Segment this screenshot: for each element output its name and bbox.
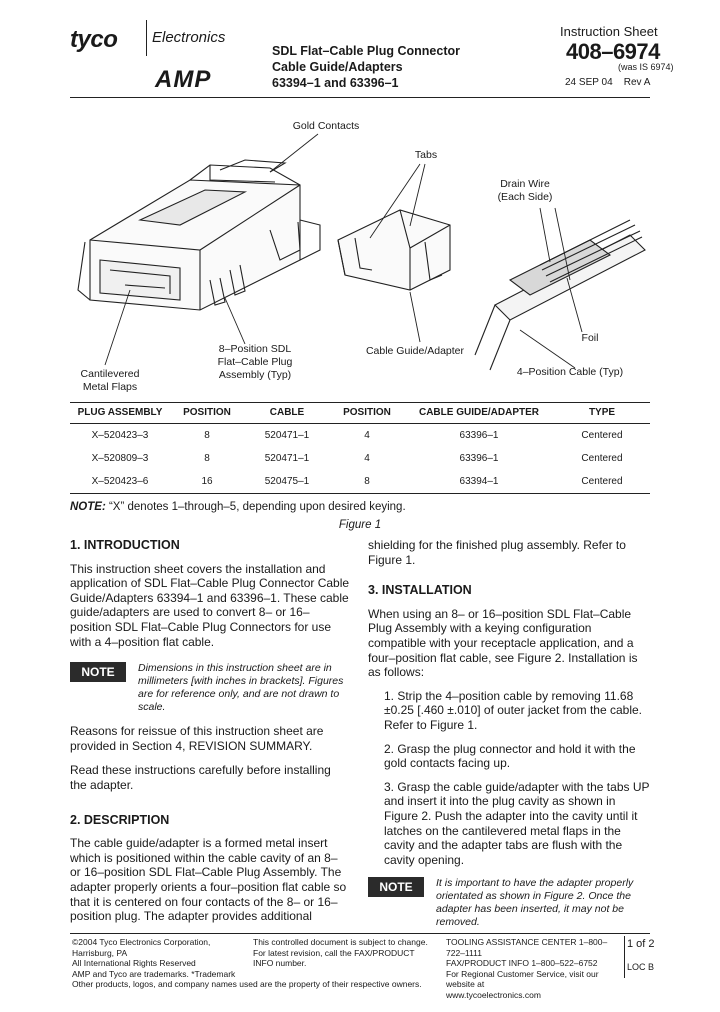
title-line-3: 63394–1 and 63396–1: [272, 76, 399, 90]
cantilevered-line-2: Metal Flaps: [82, 381, 138, 393]
note-block-2: [368, 877, 650, 929]
callout-cantilevered-flaps: [70, 368, 150, 394]
note-badge: NOTE: [368, 877, 424, 897]
cable-guide-adapter-icon: [338, 210, 450, 290]
footer-line: ©2004 Tyco Electronics Corporation, Harrisburg, PA: [72, 937, 211, 958]
step-1: [368, 689, 650, 733]
description-paragraph: The cable guide/adapter is a formed metal insert which is positioned within the cable cavity of an 8– or 16–position SDL Flat–Cable Plug Assembly. The adapter properly orients a four–position flat cable so that it is centered on four contacts of the 8– or 16–position plug. The adapter provides additional: [70, 836, 347, 924]
tyco-logo: tyco: [70, 26, 118, 53]
callout-cable: 4–Position Cable (Typ): [516, 366, 624, 378]
instruction-sheet-number: 408–6974: [566, 39, 660, 64]
cantilevered-line-1: Cantilevered: [80, 368, 140, 380]
table-cell: 4: [364, 453, 370, 464]
footer-divider: [624, 936, 625, 978]
table-cell: Centered: [554, 470, 650, 494]
table-cell: 520475–1: [244, 470, 330, 494]
flat-cable-icon: [475, 220, 645, 370]
instruction-sheet-label: Instruction Sheet: [560, 24, 658, 39]
table-cell: 63394–1: [404, 470, 554, 494]
col-type: TYPE: [554, 403, 650, 424]
footer-line: Other products, logos, and company names used are the property of their respective owners.: [72, 979, 422, 989]
logo-divider: [146, 20, 147, 56]
plug-line-3: Assembly (Typ): [218, 369, 292, 381]
callout-foil: Foil: [581, 332, 599, 344]
table-cell: 4: [364, 430, 370, 441]
plug-connector-icon: [78, 160, 320, 310]
footer-rule: [70, 933, 650, 934]
table-row: [70, 447, 650, 470]
document-title: [272, 43, 460, 91]
heading-installation: 3. INSTALLATION: [368, 583, 472, 598]
table-cell: 8: [330, 470, 404, 494]
table-cell: 8: [204, 430, 210, 441]
footer-line: TOOLING ASSISTANCE CENTER 1–800–722–1111: [446, 937, 608, 958]
table-cell: 63396–1: [459, 453, 499, 464]
step-2: 2. Grasp the plug connector and hold it with the gold contacts facing up.: [384, 741, 636, 771]
read-paragraph: Read these instructions carefully before installing the adapter.: [70, 763, 331, 792]
footer-line: All International Rights Reserved: [72, 958, 196, 968]
figure-1-illustration: [70, 110, 650, 402]
footer-line: FAX/PRODUCT INFO 1–800–522–6752: [446, 958, 598, 968]
callout-plug-assembly: [210, 343, 300, 382]
drain-wire-line-1: Drain Wire: [500, 178, 550, 190]
callout-tabs: Tabs: [414, 149, 438, 161]
parts-table: [70, 402, 650, 494]
right-column: [368, 538, 650, 929]
was-number: (was IS 6974): [618, 62, 674, 72]
col-plug-assembly: PLUG ASSEMBLY: [70, 403, 170, 424]
table-cell: 520471–1: [264, 453, 310, 464]
installation-paragraph: When using an 8– or 16–position SDL Flat–Cable Plug Assembly with a keying configuration compatible with your receptacle application, and a four–position flat cable, see Figure 2. Installation is as follows:: [368, 606, 638, 680]
table-header-row: [70, 403, 650, 424]
col-position-2: POSITION: [330, 403, 404, 424]
heading-description: 2. DESCRIPTION: [70, 812, 170, 827]
footer-line: AMP and Tyco are trademarks. *Trademark: [72, 968, 236, 979]
left-column: [70, 538, 350, 924]
table-cell: 63396–1: [459, 430, 499, 441]
footer-line: For latest revision, call the FAX/PRODUCT INFO number.: [253, 947, 415, 968]
table-cell: Centered: [581, 453, 623, 464]
website-link[interactable]: www.tycoelectronics.com: [446, 989, 541, 1000]
col-cable-guide: CABLE GUIDE/ADAPTER: [404, 403, 554, 424]
plug-line-1: 8–Position SDL: [218, 343, 292, 355]
note-text: Dimensions in this instruction sheet are in millimeters [with inches in brackets]. Figures are for reference only, and are not drawn to scale.: [138, 662, 344, 714]
page-number: 1 of 2: [627, 938, 655, 950]
table-cell: 520471–1: [264, 430, 310, 441]
heading-introduction: 1. INTRODUCTION: [70, 538, 180, 552]
step-3: 3. Grasp the cable guide/adapter with the tabs UP and insert it into the plug cavity as shown in Figure 2. Push the adapter into the cavity until it latches on the cantilevered metal flaps in the cavity and the adapter tabs are flush with the cavity opening.: [384, 779, 650, 867]
description-continued: shielding for the finished plug assembly. Refer to Figure 1.: [368, 538, 626, 567]
footer-contact: [446, 937, 622, 1000]
note-text: It is important to have the adapter properly orientated as shown in Figure 2. Once the adapter has been inserted, it may not be removed.: [436, 877, 634, 929]
table-cell: 16: [170, 470, 244, 494]
table-row: [70, 470, 650, 494]
title-line-1: SDL Flat–Cable Plug Connector: [272, 44, 460, 58]
drain-wire-line-2: (Each Side): [497, 191, 553, 203]
table-cell: X–520809–3: [91, 453, 149, 464]
footer-controlled: [253, 937, 433, 969]
callout-drain-wire: [488, 178, 562, 204]
table-cell: X–520423–6: [70, 470, 170, 494]
table-cell: 8: [204, 453, 210, 464]
table-cell: Centered: [581, 430, 623, 441]
header-rule: [70, 97, 650, 98]
footer-line: This controlled document is subject to change.: [253, 937, 428, 947]
figure-note-label: NOTE:: [70, 501, 106, 513]
figure-note: [70, 501, 406, 513]
date-revision: 24 SEP 04 Rev A: [565, 77, 651, 88]
figure-caption: Figure 1: [338, 519, 382, 531]
table-row: [70, 424, 650, 448]
note-block-1: [70, 662, 350, 714]
title-line-2: Cable Guide/Adapters: [272, 60, 403, 74]
step-1-text-b: ±0.25 [.460 ±.010] of outer jacket from the cable. Refer to Figure 1.: [384, 703, 642, 732]
connector-drawing: [70, 110, 650, 402]
table-cell: X–520423–3: [91, 430, 149, 441]
col-cable: CABLE: [244, 403, 330, 424]
plug-line-2: Flat–Cable Plug: [217, 356, 293, 368]
intro-paragraph: This instruction sheet covers the installation and application of SDL Flat–Cable Plug Connector Cable Guide/Adapters 63394–1 and 63396–1. These cable guide/adapters are used to convert 8– or 16–position SDL Flat–Cable Plug Connectors for use with a 4–position flat cable.: [70, 561, 350, 649]
amp-logo: AMP: [155, 66, 212, 93]
reissue-paragraph: Reasons for reissue of this instruction sheet are provided in Section 4, REVISION SUMMARY.: [70, 724, 324, 753]
col-position: POSITION: [170, 403, 244, 424]
callout-cable-guide: Cable Guide/Adapter: [365, 345, 465, 357]
callout-gold-contacts: Gold Contacts: [292, 120, 360, 132]
figure-note-text: “X” denotes 1–through–5, depending upon desired keying.: [105, 501, 406, 513]
loc-code: LOC B: [627, 962, 655, 972]
note-badge: NOTE: [70, 662, 126, 682]
step-1-text-a: 1. Strip the 4–position cable by removing 11.68: [384, 688, 634, 703]
footer-line: For Regional Customer Service, visit our website at: [446, 968, 599, 989]
electronics-logo-text: Electronics: [152, 29, 226, 46]
